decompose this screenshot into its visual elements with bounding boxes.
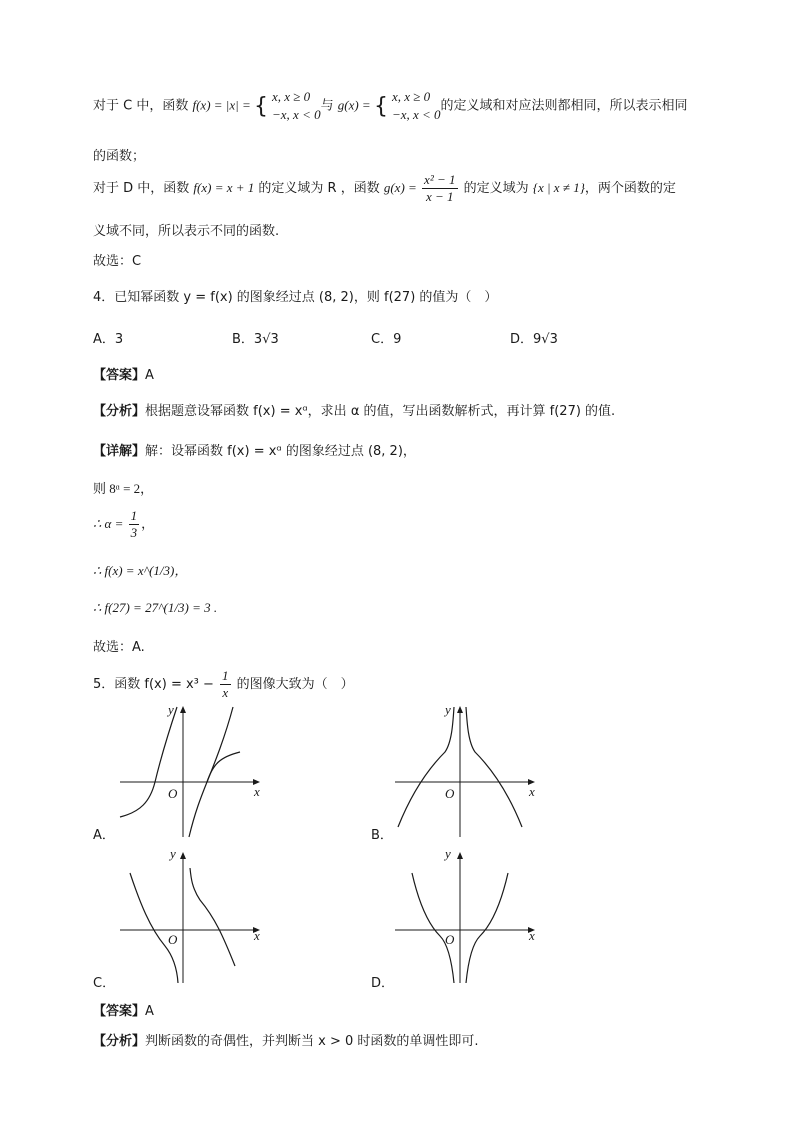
graph-b-curve-left [398,707,454,827]
q4-option-d: D．9√3 [510,332,558,347]
q5-stem-num: 1 [222,668,229,683]
graph-c-curve-left [130,873,178,983]
case-c-g-piece1: x, x ≥ 0 [391,89,431,104]
case-c-g-lhs: g(x) = [337,97,374,113]
graph-a-curve-right-top [207,707,233,782]
case-c-lead: 对于 C 中，函数 [93,98,193,114]
graph-d [390,848,550,988]
q5-stem [93,668,354,701]
graph-d-y-arrow [457,852,463,859]
case-d-lead: 对于 D 中，函数 [93,181,194,196]
q5-stem-suffix: 的图像大致为（ ） [232,677,354,692]
case-d-g-num: x² − 1 [424,172,456,187]
graph-c-curve-right [190,868,235,966]
graph-a-curve-right [189,752,240,837]
q5-analysis-line [93,1030,479,1049]
graph-b-curve-right [466,707,522,827]
q5-answer: A [145,1004,154,1019]
case-c-tail: 的定义域和对应法则都相同，所以表示相同 [440,98,688,114]
graph-b-label: B． [371,828,393,843]
case-d-g-lhs: g(x) = [383,180,421,195]
graph-d-origin: O [445,932,455,947]
case-c-cont: 的函数； [93,149,146,164]
graph-a-y-label: y [168,702,174,717]
q4-answer: A [145,368,154,383]
graph-d-x-label: x [529,928,535,943]
q4-stem: 4．已知幂函数 y = f(x) 的图象经过点 (8, 2)，则 f(27) 的值为（ ） [93,290,498,305]
case-c-f-piece1: x, x ≥ 0 [272,89,311,104]
case-c-f-pieces [268,88,321,124]
q5-analysis-tag: 【分析】 [93,1034,146,1049]
graph-d-curve-left [412,873,454,983]
graph-a-y-arrow [180,706,186,713]
q4-option-c: C．9 [371,332,402,347]
case-c-f-piecewise: { [254,93,268,119]
q4-choose: 故选：A. [93,640,145,655]
q5-stem-den: x [222,685,229,700]
case-c-mid: 与 [320,98,338,114]
case-d-cont: 义域不同，所以表示不同的函数. [93,224,280,239]
q4-answer-line [93,364,154,383]
q4-answer-tag: 【答案】 [93,368,146,383]
graph-d-y-label: y [445,846,451,861]
graph-b-y-arrow [457,706,463,713]
case-c-line [93,88,688,124]
case-c-g-piece2: −x, x < 0 [391,107,441,122]
case-c-f-lhs: f(x) = |x| = [192,97,254,113]
q4-analysis-line [93,400,615,419]
graph-c-y-label: y [170,846,176,861]
graph-b-origin: O [445,786,455,801]
graph-b-x-label: x [529,784,535,799]
case-c-g-piecewise: { [373,93,388,119]
case-d-mid2: 的定义域为 [459,181,533,196]
q4-detail-tag: 【详解】 [93,444,146,459]
q4-step2-fraction [129,508,140,541]
q4-step2-prefix: ∴ α = [93,516,127,531]
q4-option-b: B．3√3 [232,332,279,347]
case-d-tail: ，两个函数的定 [584,181,676,196]
q4-step2 [93,508,154,541]
graph-a-x-label: x [254,784,260,799]
q4-option-a: A．3 [93,332,124,347]
q4-analysis: 根据题意设幂函数 f(x) = xᵅ，求出 α 的值，写出函数解析式，再计算 f(27) 的值. [145,404,616,419]
q4-step3: ∴ f(x) = x^(1/3)， [93,563,188,578]
q4-analysis-tag: 【分析】 [93,404,146,419]
q4-step4: ∴ f(27) = 27^(1/3) = 3 . [93,600,218,615]
case-d-domain: {x | x ≠ 1} [532,180,585,195]
q5-analysis: 判断函数的奇偶性，并判断当 x > 0 时函数的单调性即可. [145,1034,479,1049]
graph-c [115,848,275,988]
q5-answer-line [93,1000,154,1019]
case-c-f-piece2: −x, x < 0 [272,107,321,122]
graph-c-label: C． [93,976,116,991]
q4-step2-suffix: ， [141,517,155,532]
graph-a-origin: O [168,786,178,801]
q5-stem-prefix: 5．函数 f(x) = x³ − [93,677,219,692]
graph-c-origin: O [168,932,178,947]
graph-a [115,702,275,842]
case-d-line [93,172,676,205]
q4-step1: 则 8ᵅ = 2， [93,481,154,496]
case-c-g-pieces [388,88,441,124]
graph-d-curve-right [466,873,508,983]
q5-answer-tag: 【答案】 [93,1004,146,1019]
graph-c-x-label: x [254,928,260,943]
q5-stem-fraction [220,668,231,701]
case-d-g-fraction [422,172,457,205]
graph-d-label: D． [371,976,395,991]
choose-c: 故选：C [93,254,142,269]
case-d-g-den: x − 1 [426,189,454,204]
graph-b-y-label: y [445,702,451,717]
q4-detail: 解：设幂函数 f(x) = xᵅ 的图象经过点 (8, 2)， [145,444,416,459]
graph-b [390,702,550,842]
q4-step2-den: 3 [130,525,138,540]
graph-c-y-arrow [180,852,186,859]
graph-a-label: A． [93,828,115,843]
case-d-mid1: 的定义域为 R ，函数 [254,181,384,196]
q4-detail-line [93,440,416,459]
case-d-f-expr: f(x) = x + 1 [193,180,255,195]
q4-step2-num: 1 [130,508,138,523]
